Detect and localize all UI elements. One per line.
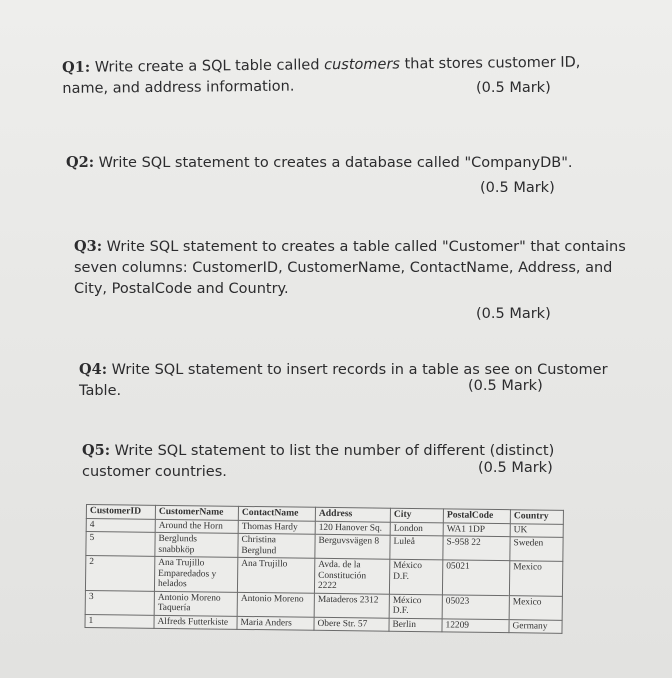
table-cell: Mexico — [509, 595, 562, 620]
question-text: Write SQL statement to creates a table called "Customer" that contains seven columns: CustomerID, CustomerName, ContactName, Address, and City, PostalCode and Country. — [74, 239, 626, 297]
table-row — [85, 556, 562, 596]
table-cell: Berguvsvägen 8 — [315, 534, 390, 559]
table-cell: Mataderos 2312 — [314, 593, 389, 618]
table-cell: 3 — [85, 590, 154, 615]
table-cell: Maria Anders — [237, 616, 314, 630]
table-cell: Berlin — [389, 618, 442, 632]
column-header: Address — [315, 507, 390, 521]
table-cell: 12209 — [442, 618, 509, 632]
customer-table — [84, 504, 563, 634]
question-text: Write SQL statement to insert records in a table as see on Customer Table. — [79, 362, 608, 399]
table-cell: México D.F. — [389, 594, 442, 619]
question-2 — [66, 152, 626, 174]
table-cell: UK — [510, 523, 563, 537]
question-text-italic: customers — [324, 56, 401, 74]
question-number: Q1: — [62, 58, 91, 76]
question-mark: (0.5 Mark) — [476, 306, 551, 322]
question-number: Q2: — [66, 154, 95, 171]
table-cell: Luleå — [390, 535, 443, 560]
table-cell: Around the Horn — [155, 519, 238, 534]
table-cell: Mexico — [509, 561, 562, 596]
column-header: PostalCode — [443, 509, 510, 523]
question-number: Q4: — [79, 361, 108, 378]
question-mark: (0.5 Mark) — [476, 80, 551, 96]
table-cell: Antonio Moreno — [237, 592, 314, 617]
question-mark: (0.5 Mark) — [468, 378, 543, 394]
table-cell: Obere Str. 57 — [314, 617, 389, 631]
table-cell: Avda. de la Constitución 2222 — [314, 558, 389, 593]
table-cell: 120 Hanover Sq. — [315, 521, 390, 535]
question-3 — [74, 236, 634, 300]
table-cell: 05021 — [442, 560, 509, 595]
question-number: Q3: — [74, 238, 103, 255]
table-cell: London — [390, 522, 443, 536]
table-cell: Alfreds Futterkiste — [154, 615, 237, 630]
column-header: City — [390, 508, 443, 522]
table-cell: Thomas Hardy — [238, 520, 315, 534]
question-number: Q5: — [82, 442, 111, 459]
question-mark: (0.5 Mark) — [478, 460, 553, 476]
table-cell: Sweden — [510, 537, 563, 562]
table-cell: 05023 — [442, 594, 509, 619]
question-text: Write create a SQL table called — [90, 57, 325, 76]
table-cell: Antonio Moreno Taquería — [154, 591, 237, 616]
table-cell: Ana Trujillo Emparedados y helados — [154, 556, 237, 592]
table-cell: Berglunds snabbköp — [155, 532, 238, 557]
table-cell: 1 — [85, 614, 154, 628]
table-cell: S-958 22 — [443, 536, 510, 561]
column-header: CustomerName — [155, 505, 238, 520]
question-mark: (0.5 Mark) — [480, 180, 555, 196]
table-cell: 2 — [85, 556, 154, 591]
table-cell: 5 — [86, 532, 155, 557]
table-cell: Christina Berglund — [238, 533, 315, 558]
column-header: ContactName — [238, 506, 315, 520]
question-text: Write SQL statement to creates a database called "CompanyDB". — [94, 155, 573, 171]
table-cell: Ana Trujillo — [237, 557, 314, 592]
table-cell: WA1 1DP — [443, 522, 510, 536]
question-text: Write SQL statement to list the number of different (distinct) customer countries. — [82, 443, 555, 480]
column-header: CustomerID — [86, 505, 155, 519]
column-header: Country — [510, 510, 563, 524]
table-cell: Germany — [509, 619, 562, 633]
table-cell: 4 — [86, 518, 155, 532]
table-cell: México D.F. — [389, 559, 442, 594]
question-text: that stores customer ID, name, and address information. — [62, 54, 581, 97]
